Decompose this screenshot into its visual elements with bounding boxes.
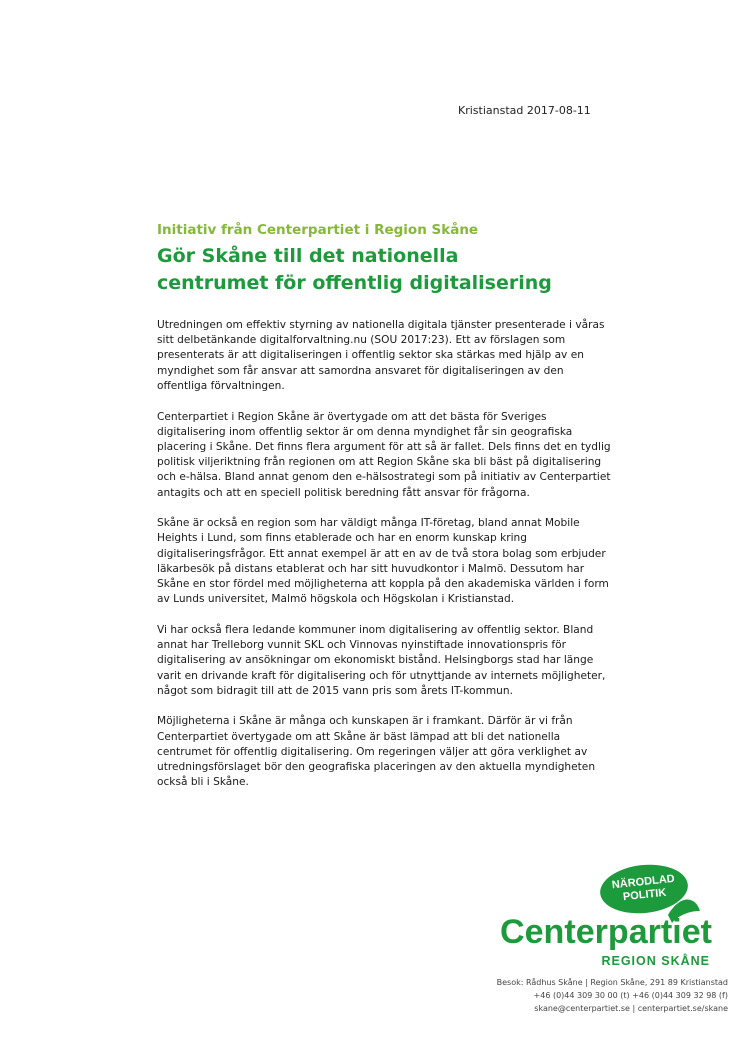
title-line-1: Gör Skåne till det nationella [157, 245, 459, 267]
badge-line-1: NÄRODLAD [611, 872, 676, 892]
body-paragraph: Centerpartiet i Region Skåne är övertygade om att det bästa för Sveriges digitalisering inom offentlig sektor är om denna myndighet får sin geografiska placering i Skåne. Det finns flera argument för att så är fallet. Dels finns det en tydlig politisk viljeriktning från regionen om att Region Skåne ska bli bäst på digitalisering och e-hälsa. Bland annat genom den e-hälsostrategi som på initiativ av Centerpartiet antagits och att en speciell politisk beredning fått ansvar för frågorna. [157, 410, 611, 499]
footer-contact: skane@centerpartiet.se | centerpartiet.se/skane [534, 1004, 728, 1013]
footer-phone: +46 (0)44 309 30 00 (t) +46 (0)44 309 32 98 (f) [533, 991, 728, 1000]
document-body [157, 318, 617, 806]
document-kicker: Initiativ från Centerpartiet i Region Skåne [157, 222, 479, 238]
footer-address: Besok: Rådhus Skåne | Region Skåne, 291 89 Kristianstad [496, 978, 728, 987]
contact-footer [430, 976, 728, 1015]
title-line-2: centrumet för offentlig digitalisering [157, 272, 552, 294]
body-paragraph: Utredningen om effektiv styrning av nationella digitala tjänster presenterade i våras sitt delbetänkande digitalforvaltning.nu (SOU 2017:23). Ett av förslagen som presenterats är att digitaliseringen i offentlig sektor ska stärkas med hjälp av en myndighet som får ansvar att samordna ansvaret för digitaliseringen av den offentliga förvaltningen. [157, 319, 605, 392]
logo-name: Centerpartiet [500, 913, 712, 951]
document-title [157, 243, 552, 297]
body-paragraph: Möjligheterna i Skåne är många och kunskapen är i framkant. Därför är vi från Centerpartiet övertygade om att Skåne är bäst lämpad att bli det nationella centrumet för offentlig digitalisering. Om regeringen väljer att göra verklighet av utredningsförslaget bör den geografiska placeringen av den aktuella myndigheten också bli i Skåne. [157, 715, 596, 789]
centerpartiet-logo [496, 863, 726, 973]
badge-line-2: POLITIK [622, 886, 667, 904]
body-paragraph: Skåne är också en region som har väldigt många IT-företag, bland annat Mobile Heights i Lund, som finns etablerade och har en enorm kunskap kring digitaliseringsfrågor. Ett annat exempel är att en av de två stora bolag som erbjuder läkarbesök på distans etablerat och har sitt huvudkontor i Malmö. Dessutom har Skåne en stor fördel med möjligheterna att koppla på den akademiska världen i form av Lunds universitet, Malmö högskola och Högskolan i Kristianstad. [157, 517, 609, 606]
logo-region: REGION SKÅNE [601, 954, 710, 968]
body-paragraph: Vi har också flera ledande kommuner inom digitalisering av offentlig sektor. Bland annat har Trelleborg vunnit SKL och Vinnovas nyinstiftade innovationspris för digitalisering av ansökningar om ekonomiskt bistånd. Helsingborgs stad har länge varit en drivande kraft för digitalisering och för utnyttjande av internets möjligheter, något som bidragit till att de 2015 vann pris som årets IT-kommun. [157, 623, 606, 697]
document-date: Kristianstad 2017-08-11 [458, 104, 591, 117]
